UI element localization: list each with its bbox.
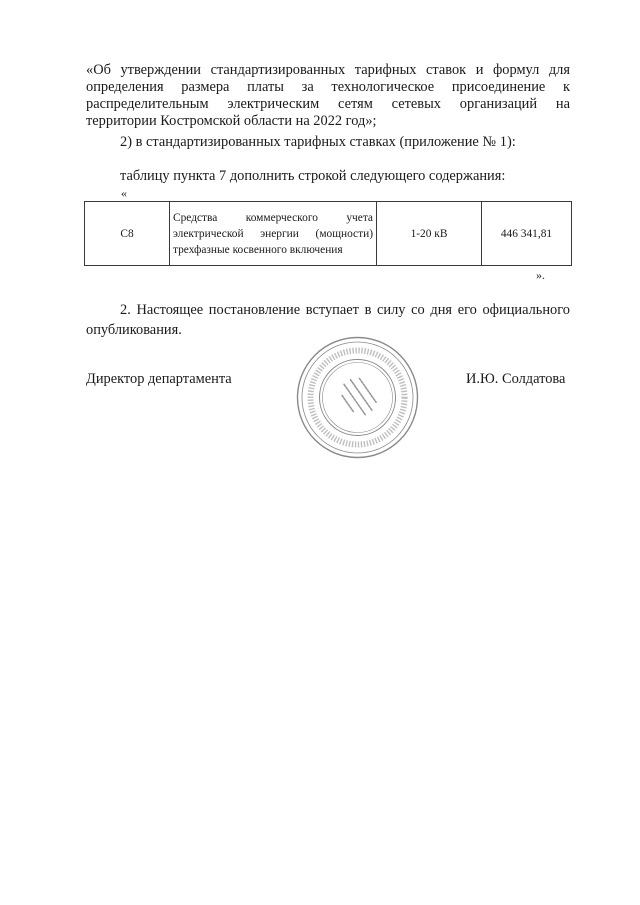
final-line: опубликования. [86,322,182,338]
intro-paragraph [86,62,570,130]
signatory-name: И.Ю. Солдатова [466,371,566,387]
tariff-table [84,201,572,266]
intro-line: территории Костромской области на 2022 год»; [86,113,377,129]
description-line: Средства коммерческого учета [173,211,373,224]
tariff-code-cell: С8 [85,202,170,266]
intro-line: распределительным электрическим сетям сетевых организаций на [86,96,570,112]
final-line: 2. Настоящее постановление вступает в силу со дня его официального [120,302,570,318]
intro-line: определения размера платы за технологическое присоединение к [86,79,570,95]
voltage-cell: 1-20 кВ [377,202,482,266]
tariff-description-cell [170,202,377,266]
table-intro-text: таблицу пункта 7 дополнить строкой следующего содержания: [120,168,506,184]
description-line: электрической энергии (мощности) [173,227,373,240]
table-row [85,202,572,266]
final-paragraph [86,300,570,340]
description-line: трехфазные косвенного включения [173,243,343,256]
open-quote: « [121,186,127,200]
item-2-text: 2) в стандартизированных тарифных ставках (приложение № 1): [120,134,516,150]
official-stamp-image [295,335,420,460]
close-quote: ». [536,268,545,282]
intro-line: «Об утверждении стандартизированных тарифных ставок и формул для [86,62,570,78]
rate-value-cell: 446 341,81 [482,202,572,266]
signatory-title: Директор департамента [86,371,232,387]
